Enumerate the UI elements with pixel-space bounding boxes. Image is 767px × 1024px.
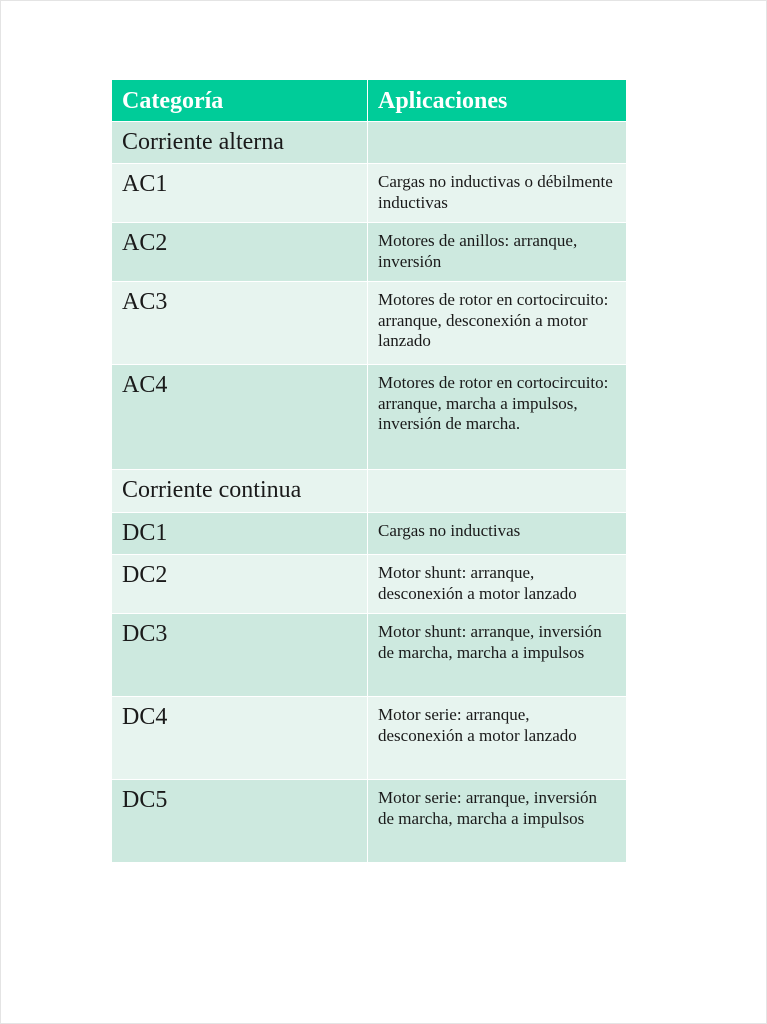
table-row [112,223,627,282]
row-category: Corriente continua [112,470,368,513]
row-category: Corriente alterna [112,122,368,164]
row-category: DC3 [112,614,368,697]
header-applications: Aplicaciones [368,80,627,122]
row-category: DC2 [112,555,368,614]
header-category: Categoría [112,80,368,122]
table-row [112,555,627,614]
row-category: AC4 [112,365,368,470]
row-category: AC3 [112,282,368,365]
row-category: DC5 [112,780,368,863]
categories-table [111,79,627,863]
row-category: DC1 [112,513,368,555]
table-row-section-ac [112,122,627,164]
row-category: AC2 [112,223,368,282]
table-row [112,697,627,780]
row-application: Cargas no inductivas o débilmente inductivas [368,164,627,223]
table-row [112,513,627,555]
table-header-row [112,80,627,122]
row-application: Motor serie: arranque, inversión de marcha, marcha a impulsos [368,780,627,863]
row-application [368,470,627,513]
row-application: Cargas no inductivas [368,513,627,555]
table-row [112,614,627,697]
row-category: DC4 [112,697,368,780]
row-application: Motor shunt: arranque, inversión de marcha, marcha a impulsos [368,614,627,697]
table-row [112,164,627,223]
row-application [368,122,627,164]
row-category: AC1 [112,164,368,223]
row-application: Motor shunt: arranque, desconexión a motor lanzado [368,555,627,614]
table-row [112,780,627,863]
table-row [112,282,627,365]
row-application: Motores de anillos: arranque, inversión [368,223,627,282]
row-application: Motores de rotor en cortocircuito: arranque, marcha a impulsos, inversión de marcha. [368,365,627,470]
table-row [112,365,627,470]
table-row-section-dc [112,470,627,513]
row-application: Motores de rotor en cortocircuito: arranque, desconexión a motor lanzado [368,282,627,365]
row-application: Motor serie: arranque, desconexión a motor lanzado [368,697,627,780]
